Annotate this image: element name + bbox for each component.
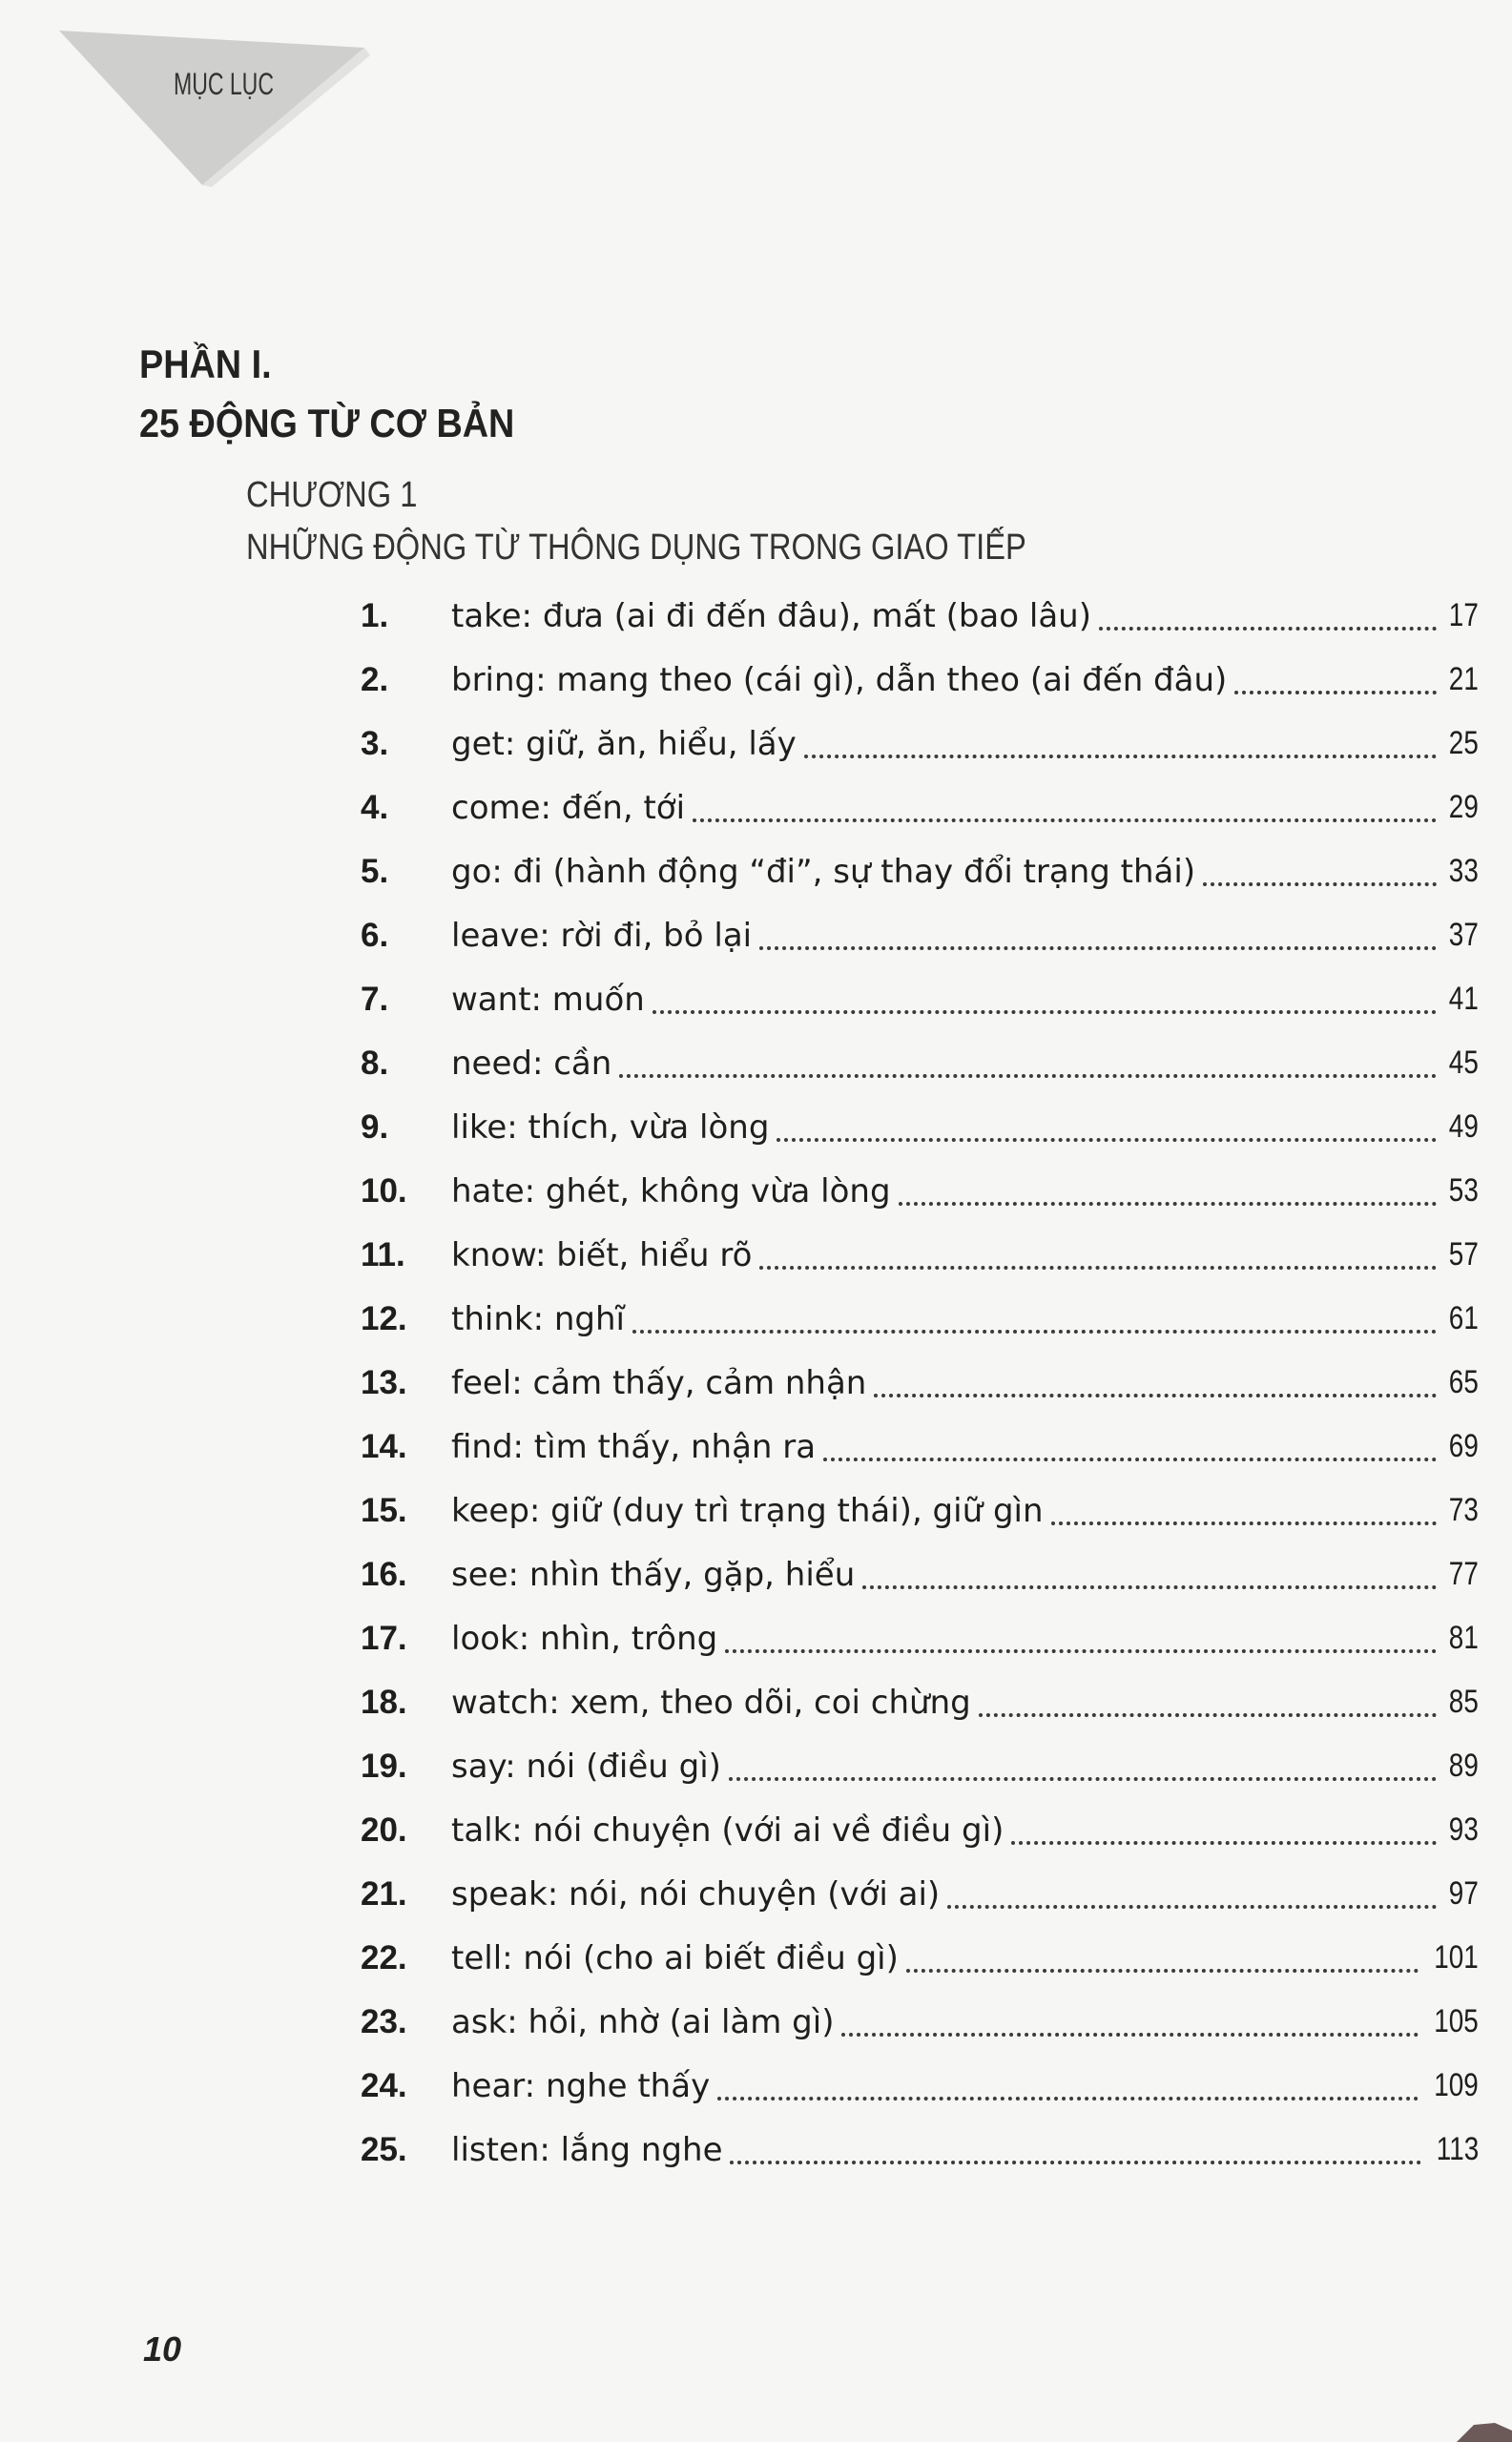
toc-entry	[361, 967, 1479, 1031]
toc-entry-title: take: đưa (ai đi đến đâu), mất (bao lâu)	[451, 596, 1091, 635]
toc-entry	[361, 2054, 1479, 2118]
toc-entry	[361, 1479, 1479, 1542]
toc-entry-number: 4.	[361, 788, 389, 826]
toc-entry	[361, 1095, 1479, 1159]
toc-entry-page: 57	[1448, 1236, 1479, 1273]
toc-dot-leader	[619, 1074, 1437, 1078]
toc-entry	[361, 2118, 1479, 2182]
toc-entry-number: 9.	[361, 1107, 389, 1146]
toc-entry	[361, 903, 1479, 967]
toc-entry-page: 97	[1448, 1875, 1479, 1912]
toc-entry	[361, 1926, 1479, 1990]
toc-dot-leader	[804, 755, 1437, 758]
toc-corner-label: MỤC LỤC	[174, 67, 274, 101]
toc-entry-title: hate: ghét, không vừa lòng	[451, 1171, 891, 1211]
toc-dot-leader	[693, 818, 1437, 822]
toc-entry-number: 17.	[361, 1619, 407, 1657]
toc-entry-title: want: muốn	[451, 980, 645, 1019]
toc-entry-page: 101	[1434, 1939, 1479, 1976]
toc-dot-leader	[1051, 1521, 1438, 1525]
toc-dot-leader	[1234, 691, 1437, 694]
toc-dot-leader	[730, 2161, 1420, 2164]
toc-dot-leader	[1011, 1841, 1437, 1845]
toc-entry-title: go: đi (hành động “đi”, sự thay đổi trạng thái)	[451, 852, 1196, 891]
toc-entry	[361, 1862, 1479, 1926]
toc-dot-leader	[979, 1713, 1437, 1717]
toc-entry-number: 20.	[361, 1811, 407, 1849]
toc-entry-title: feel: cảm thấy, cảm nhận	[451, 1363, 867, 1402]
toc-entry-page: 81	[1448, 1620, 1479, 1656]
corner-tab	[59, 27, 374, 189]
toc-entry	[361, 712, 1479, 776]
toc-entry	[361, 839, 1479, 903]
toc-entry-title: say: nói (điều gì)	[451, 1747, 721, 1786]
toc-dot-leader	[862, 1585, 1437, 1589]
toc-entry-page: 53	[1448, 1172, 1479, 1209]
toc-entry-page: 37	[1448, 917, 1479, 953]
toc-entry-page: 41	[1448, 981, 1479, 1017]
toc-entry-page: 105	[1434, 2003, 1479, 2039]
toc-entry-number: 11.	[361, 1235, 405, 1273]
toc-entry-number: 15.	[361, 1491, 407, 1529]
toc-entry-number: 22.	[361, 1938, 407, 1976]
toc-entry-number: 18.	[361, 1683, 407, 1721]
toc-dot-leader	[1099, 627, 1437, 631]
toc-entry-title: speak: nói, nói chuyện (với ai)	[451, 1874, 941, 1914]
toc-entry-page: 85	[1448, 1684, 1479, 1720]
toc-entry-title: see: nhìn thấy, gặp, hiểu	[451, 1555, 856, 1594]
toc-entry-title: leave: rời đi, bỏ lại	[451, 916, 753, 955]
toc-entry-number: 5.	[361, 852, 389, 890]
toc-entry-number: 3.	[361, 724, 389, 762]
toc-dot-leader	[717, 2097, 1419, 2101]
toc-list	[361, 584, 1479, 2182]
toc-entry-page: 113	[1436, 2131, 1479, 2167]
toc-entry	[361, 1606, 1479, 1670]
toc-entry-page: 69	[1448, 1428, 1479, 1464]
toc-entry-title: like: thích, vừa lòng	[451, 1107, 770, 1147]
toc-entry-title: find: tìm thấy, nhận ra	[451, 1427, 817, 1466]
toc-entry-page: 109	[1434, 2067, 1479, 2103]
page-edge-mark	[1445, 2419, 1512, 2442]
toc-entry-page: 21	[1448, 661, 1479, 697]
toc-entry	[361, 1351, 1479, 1415]
toc-entry-page: 65	[1448, 1364, 1479, 1400]
toc-entry-number: 14.	[361, 1427, 407, 1465]
toc-dot-leader	[759, 1266, 1437, 1270]
toc-entry-title: need: cần	[451, 1044, 612, 1083]
toc-entry-number: 25.	[361, 2130, 407, 2168]
page-number: 10	[143, 2329, 182, 2369]
toc-entry-page: 17	[1448, 597, 1479, 633]
part-title: 25 ĐỘNG TỪ CƠ BẢN	[139, 401, 515, 445]
toc-entry-page: 89	[1448, 1748, 1479, 1784]
toc-entry-title: look: nhìn, trông	[451, 1619, 718, 1658]
toc-dot-leader	[725, 1649, 1437, 1653]
toc-entry-number: 2.	[361, 660, 389, 698]
toc-dot-leader	[632, 1330, 1437, 1334]
toc-dot-leader	[777, 1138, 1437, 1142]
toc-entry-title: get: giữ, ăn, hiểu, lấy	[451, 724, 797, 763]
toc-dot-leader	[729, 1777, 1437, 1781]
toc-entry-number: 13.	[361, 1363, 407, 1401]
toc-entry-title: talk: nói chuyện (với ai về điều gì)	[451, 1811, 1005, 1850]
toc-entry	[361, 1990, 1479, 2054]
toc-entry-number: 24.	[361, 2066, 407, 2104]
toc-entry-number: 12.	[361, 1299, 407, 1337]
toc-dot-leader	[841, 2033, 1419, 2037]
part-label: PHẦN I.	[139, 341, 272, 386]
toc-entry	[361, 1031, 1479, 1095]
toc-dot-leader	[1203, 882, 1437, 886]
toc-entry	[361, 1287, 1479, 1351]
corner-tab-shape	[59, 27, 374, 189]
toc-entry-page: 45	[1448, 1045, 1479, 1081]
toc-entry-page: 93	[1448, 1811, 1479, 1848]
toc-entry-title: know: biết, hiểu rõ	[451, 1235, 753, 1274]
toc-entry	[361, 648, 1479, 712]
toc-entry-title: think: nghĩ	[451, 1299, 625, 1338]
toc-entry-title: keep: giữ (duy trì trạng thái), giữ gìn	[451, 1491, 1044, 1530]
toc-entry-number: 1.	[361, 596, 389, 634]
toc-entry-title: bring: mang theo (cái gì), dẫn theo (ai đến đâu)	[451, 660, 1228, 699]
toc-dot-leader	[947, 1905, 1437, 1909]
toc-entry	[361, 1159, 1479, 1223]
toc-entry-title: come: đến, tới	[451, 788, 686, 827]
toc-entry-number: 7.	[361, 980, 389, 1018]
toc-entry-number: 23.	[361, 2002, 407, 2040]
toc-entry	[361, 1734, 1479, 1798]
toc-entry	[361, 1798, 1479, 1862]
toc-dot-leader	[652, 1010, 1437, 1014]
toc-entry-page: 77	[1448, 1556, 1479, 1592]
toc-entry-number: 8.	[361, 1044, 389, 1082]
toc-entry-title: watch: xem, theo dõi, coi chừng	[451, 1683, 971, 1722]
toc-entry-page: 49	[1448, 1108, 1479, 1145]
toc-entry-number: 21.	[361, 1874, 407, 1913]
toc-entry	[361, 1542, 1479, 1606]
toc-entry-number: 10.	[361, 1171, 407, 1210]
toc-dot-leader	[874, 1394, 1437, 1397]
toc-entry	[361, 1223, 1479, 1287]
toc-entry	[361, 584, 1479, 648]
toc-entry-title: tell: nói (cho ai biết điều gì)	[451, 1938, 899, 1977]
toc-entry-page: 29	[1448, 789, 1479, 825]
toc-entry	[361, 1415, 1479, 1479]
chapter-label: CHƯƠNG 1	[246, 475, 418, 515]
toc-dot-leader	[823, 1458, 1437, 1461]
toc-entry-number: 16.	[361, 1555, 407, 1593]
toc-entry-page: 25	[1448, 725, 1479, 761]
toc-entry-page: 33	[1448, 853, 1479, 889]
toc-entry-title: hear: nghe thấy	[451, 2066, 711, 2105]
toc-entry	[361, 1670, 1479, 1734]
toc-dot-leader	[906, 1969, 1419, 1973]
chapter-title: NHỮNG ĐỘNG TỪ THÔNG DỤNG TRONG GIAO TIẾP	[246, 528, 1026, 568]
toc-entry-title: ask: hỏi, nhờ (ai làm gì)	[451, 2002, 835, 2041]
toc-entry-page: 61	[1448, 1300, 1479, 1336]
toc-entry-number: 6.	[361, 916, 389, 954]
toc-dot-leader	[899, 1202, 1438, 1206]
toc-entry-number: 19.	[361, 1747, 407, 1785]
toc-entry-title: listen: lắng nghe	[451, 2130, 723, 2169]
toc-entry-page: 73	[1448, 1492, 1479, 1528]
toc-dot-leader	[759, 946, 1437, 950]
toc-entry	[361, 776, 1479, 839]
